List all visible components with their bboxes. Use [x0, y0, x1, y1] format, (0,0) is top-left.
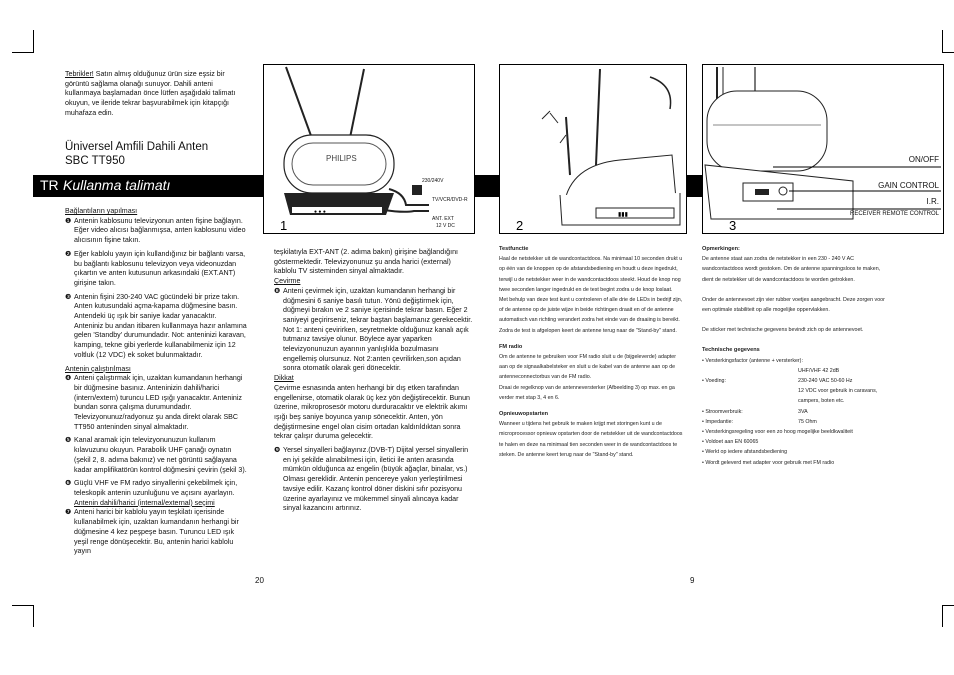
antenna-controls-illustration: [703, 65, 943, 233]
spec-value: 3VA: [798, 408, 808, 415]
nl-heading-fm: FM radio: [499, 343, 523, 350]
figure-3: [702, 64, 944, 234]
crop-mark: [33, 605, 34, 627]
nl-heading-notes: Opmerkingen:: [702, 246, 740, 252]
spec-value: 75 Ohm: [798, 418, 817, 425]
fig3-label-receiver: RECEIVER REMOTE CONTROL: [849, 211, 939, 217]
spec-row: [702, 407, 886, 417]
spec-row: [702, 417, 886, 427]
nl-paragraph: Wanneer u tijdens het gebruik te maken krijgt met storingen kunt u de microprocessor opnieuw opstarten door de netstekker uit de wandcontactdoos te halen en deze na minimaal tien seconden weer in de wandcontactdoos te steken. De antenne keert terug naar de "Stand-by" stand.: [499, 421, 683, 458]
spec-key: • Stroomverbruik:: [702, 408, 743, 415]
tr-column-1: [65, 207, 247, 557]
spec-key: • Voeding:: [702, 378, 726, 385]
page-number-left: 20: [255, 576, 264, 585]
figure-1-number: 1: [280, 218, 288, 233]
nl-heading-test: Testfunctie: [499, 246, 529, 252]
spec-key: • Werkt op iedere afstandsbediening: [702, 449, 788, 456]
tr-heading-select: Antenin dahili/harici (internal/external) seçimi: [74, 498, 215, 507]
tr-step: ❾ Yersel sinyalleri bağlayınız.(DVB-T) Dijital yersel sinyallerin en iyi şekilde alınabilmesi için, iletici ile anten arasında mümkün olduğunca az engelin (büyük ağaçlar, binalar, vs.) Olması gereklidir. Antenin pencereye yakın yerleştirilmesi tavsiye edilir. Kazanç kontrol döner diskini sıfır pozisyonu üzerine ayarlayınız ve mükemmel sinyali alıncaya kadar sinyal kazancını artırınız.: [274, 446, 469, 513]
product-title: [65, 140, 208, 168]
product-title-line: Üniversel Amfili Dahili Anten: [65, 141, 209, 153]
tr-step: ❹ Anteni çalıştırmak için, uzaktan kumandanın herhangi bir düğmesine basınız. Anteninizin dahili/harici (intern/extern) turuncu LED ışığı yanacaktır. Anteniniz bundan sonra çalışma durumundadır. Televizyonunuz/radyonuz şu anda direkt olarak SBC TT950 anteninden sinyal almaktadır.: [65, 374, 243, 431]
tr-paragraph: teşkilatıyla EXT-ANT (2. adıma bakın) girişine bağlandığını göstermektedir. Televizyonunuz şu anda harici (external) kablolu TV sisteminden sinyal almaktadır.: [274, 248, 459, 276]
tr-step: ❶ Antenin kablosunu televizyonun anten fişine bağlayın. Eğer video alıcısı bağlanmışsa, anten kablosunu video alıcısının fişine takın.: [65, 216, 246, 245]
spec-value: 12 VDC voor gebruik in caravans, campers, boten etc.: [798, 388, 878, 405]
spec-row: [702, 437, 886, 447]
tr-step: ❽ Anteni çevirmek için, uzaktan kumandanın herhangi bir düğmesini 6 saniye basılı tutun. Yönü değiştirmek için, düğmeyi bırakın ve 2 saniye içerisinde tekrar basın. Eğer 2 saniyeyi geçirirseniz, tekrar baştan başlamanız gerekecektir. Not 1: anteni çevirirken, seyretmekte olduğunuz kanalı açık tutmanız tavsiye olunur. Böylece ayar yaparken televizyonunuzun ayarının yanlışlıkla bozulmasını engellemiş olursunuz. Not 2:anten çevrilirken,son açıdan sonra otomatik olarak geri dönecektir.: [274, 286, 473, 373]
svg-text:▮▮▮: ▮▮▮: [618, 212, 628, 218]
spec-list: [702, 356, 886, 468]
crop-mark: [12, 52, 34, 53]
crop-mark: [942, 605, 954, 606]
tr-step: ❼ Anteni harici bir kablolu yayın teşkilatı içerisinde kullanabilmek için, uzaktan kumandanın herhangi bir düğmesine 4 kez peşpeşe basın. Turuncu LED ışık yeşil renge dönüşecektir. Bu, antenin harici kablolu yayın: [65, 508, 239, 556]
spec-row: [702, 427, 886, 437]
spec-row: [702, 376, 886, 386]
spec-key: [702, 366, 798, 376]
figure-3-number: 3: [729, 218, 737, 233]
antenna-illustration: [264, 65, 474, 233]
tr-heading-rotation: Çevirme: [274, 277, 301, 286]
spec-key: • Impedantie:: [702, 418, 734, 425]
svg-text:PHILIPS: PHILIPS: [326, 154, 357, 163]
spec-value: 230-240 VAC 50-60 Hz: [798, 378, 853, 385]
fig3-label-gain: GAIN CONTROL: [878, 181, 939, 190]
tr-step: ❸ Antenin fişini 230-240 VAC gücündeki bir prize takın. Anten kutusundaki açma-kapama düğmesine basın. Antendeki üç ışık bir saniye kadar yanacaktır. Anteniniz bu andan itibaren kullanmaya hazır anlamına gelen 'Standby' durumundadır. Not: anteninizi karavan, kamping, tekne gibi yerlerde kullanabilmeniz için 12 voltluk (12 VDC) ek soket bulunmaktadır.: [65, 292, 247, 359]
fig1-label-12v: 12 V DC: [436, 223, 455, 229]
spec-key: • Versterkingsregeling voor een zo hoog mogelijke beeldkwaliteit: [702, 429, 853, 436]
figure-2-number: 2: [516, 218, 524, 233]
nl-paragraph: Om de antenne te gebruiken voor FM radio sluit u de (bijgeleverde) adapter aan op de signaalkabelsteker en sluit u de kabel van de antenne aan op de antenneconnectorbus van de FM radio.: [499, 354, 676, 381]
fig1-label-antext: ANT. EXT: [432, 216, 454, 222]
nl-paragraph: Draai de regelknop van de antenneversterker (Afbeelding 3) op max. en ga verder met stap 3, 4 en 6.: [499, 384, 675, 401]
nl-paragraph: Onder de antennevoet zijn vier rubber voetjes aangebracht. Deze zorgen voor een optimale stabiliteit op alle mogelijke oppervlakken.: [702, 296, 885, 314]
nl-paragraph: De antenne staat aan zodra de netstekker in een 230 - 240 V AC wandcontactdoos wordt gestoken. Om de antenne spanningsloos te maken, dient de netstekker uit de wandcontactdoos te worden getrokken.: [702, 256, 881, 283]
nl-paragraph: De sticker met technische gegevens bevindt zich op de antennevoet.: [702, 327, 864, 334]
spec-value: UHF/VHF 42 2dB: [798, 367, 840, 374]
antenna-rotation-illustration: [500, 65, 686, 233]
tr-column-2: [274, 248, 474, 514]
figure-2: [499, 64, 687, 234]
crop-mark: [12, 605, 34, 606]
figure-1: [263, 64, 475, 234]
tr-heading-connections: Bağlantıların yapılması: [65, 207, 138, 215]
spec-row: [702, 356, 886, 366]
spec-row: [702, 386, 886, 406]
crop-mark: [33, 30, 34, 52]
page-number-right: 9: [690, 576, 695, 585]
nl-heading-specs: Technische gegevens: [702, 347, 760, 354]
intro-first: Tebrikler!: [65, 70, 94, 78]
fig3-label-ir: I.R.: [926, 197, 939, 206]
nl-column-2: [702, 244, 886, 468]
tr-heading-operation: Antenin çalıştırılması: [65, 364, 131, 373]
tr-heading-attention: Dikkat: [274, 374, 294, 383]
spec-key: • Wordt geleverd met adapter voor gebruik met FM radio: [702, 459, 835, 466]
spec-key: [702, 386, 798, 406]
tr-paragraph: Çevirme esnasında anten herhangi bir dış etken tarafından engellenirse, otomatik olarak üç kez yön değiştirecektir. Bunun üzerine, mikroprosesör motoru durduracaktır ve elektrik akımı ışığı beş saniye boyunca yanıp sönecektir. Anten, yön değiştirmesine engel olan cisim ortadan kaldırıldıktan sonra tekrar çalışır duruma gelecektir.: [274, 383, 470, 441]
crop-mark: [942, 605, 943, 627]
band-lang: TR: [40, 177, 59, 193]
crop-mark: [942, 52, 954, 53]
nl-paragraph: Haal de netstekker uit de wandcontactdoos. Na minimaal 10 seconden drukt u op één van de knoppen op de afstandsbediening en houdt u deze ingedrukt, terwijl u de netstekker weer in de wandcontactdoos steekt. Houd de knop nog twee seconden langer ingedrukt en de test begint zodra u de knop loslaat.: [499, 256, 683, 293]
nl-paragraph: Met behulp van deze test kunt u controleren of alle drie de LEDs in bedrijf zijn, of de antenne op de juiste wijze in beide richtingen draait en of de antenne automatisch van richting verandert zodra het einde van de draaiing is bereikt. Zodra de test is afgelopen keert de antenne terug naar de "Stand-by" stand.: [499, 297, 683, 334]
tr-step: ❻ Güçlü VHF ve FM radyo sinyallerini çekebilmek için, teleskopik antenin uzunluğunu ve açısını ayarlayın.: [65, 479, 238, 497]
intro-text: [65, 70, 245, 119]
spec-key: • Versterkingsfactor (antenne + versterker):: [702, 357, 803, 364]
fig3-label-onoff: ON/OFF: [908, 155, 939, 164]
crop-mark: [942, 30, 943, 52]
tr-step: ❷ Eğer kablolu yayın için kullandığınız bir bağlantı varsa, bu bağlantı kablosunu televizyon veya videonuzdan çıkartın ve anten kutusunun arkasındaki (EXT.ANT) girişine takın.: [65, 249, 246, 287]
nl-heading-restart: Opnieuwopstarten: [499, 411, 549, 418]
fig1-label-power: 230/240V: [422, 178, 444, 184]
svg-text:● ● ●: ● ● ●: [314, 209, 326, 215]
band-title: Kullanma talimatı: [63, 177, 171, 193]
spec-row: [702, 458, 886, 468]
product-model: SBC TT950: [65, 155, 125, 167]
intro-rest: Satın almış olduğunuz ürün size eşsiz bir görüntü sağlama olanağı sunuyor. Dahili anteni kullanmaya başlamadan önce lütfen aşağıdaki talimatı okuyun, ve ileride tekrar başvurabilmek için kitapçığı muhafaza edin.: [65, 70, 236, 117]
nl-column-1: [499, 244, 685, 460]
spec-row: [702, 447, 886, 457]
spec-row: [702, 366, 886, 376]
spec-key: • Voldoet aan EN 60065: [702, 439, 759, 446]
tr-step: ❺ Kanal aramak için televizyonunuzun kullanım kılavuzunu okuyun. Parabolik UHF çanağı oynatın (şekil 2, 8. adıma bakınız) ve net görüntü sağlayana kadar amplifikatörün kontrol düğmesini çevirin (şekil 3).: [65, 436, 247, 474]
fig1-label-tv: TV/VCR/DVD-R: [432, 197, 468, 203]
